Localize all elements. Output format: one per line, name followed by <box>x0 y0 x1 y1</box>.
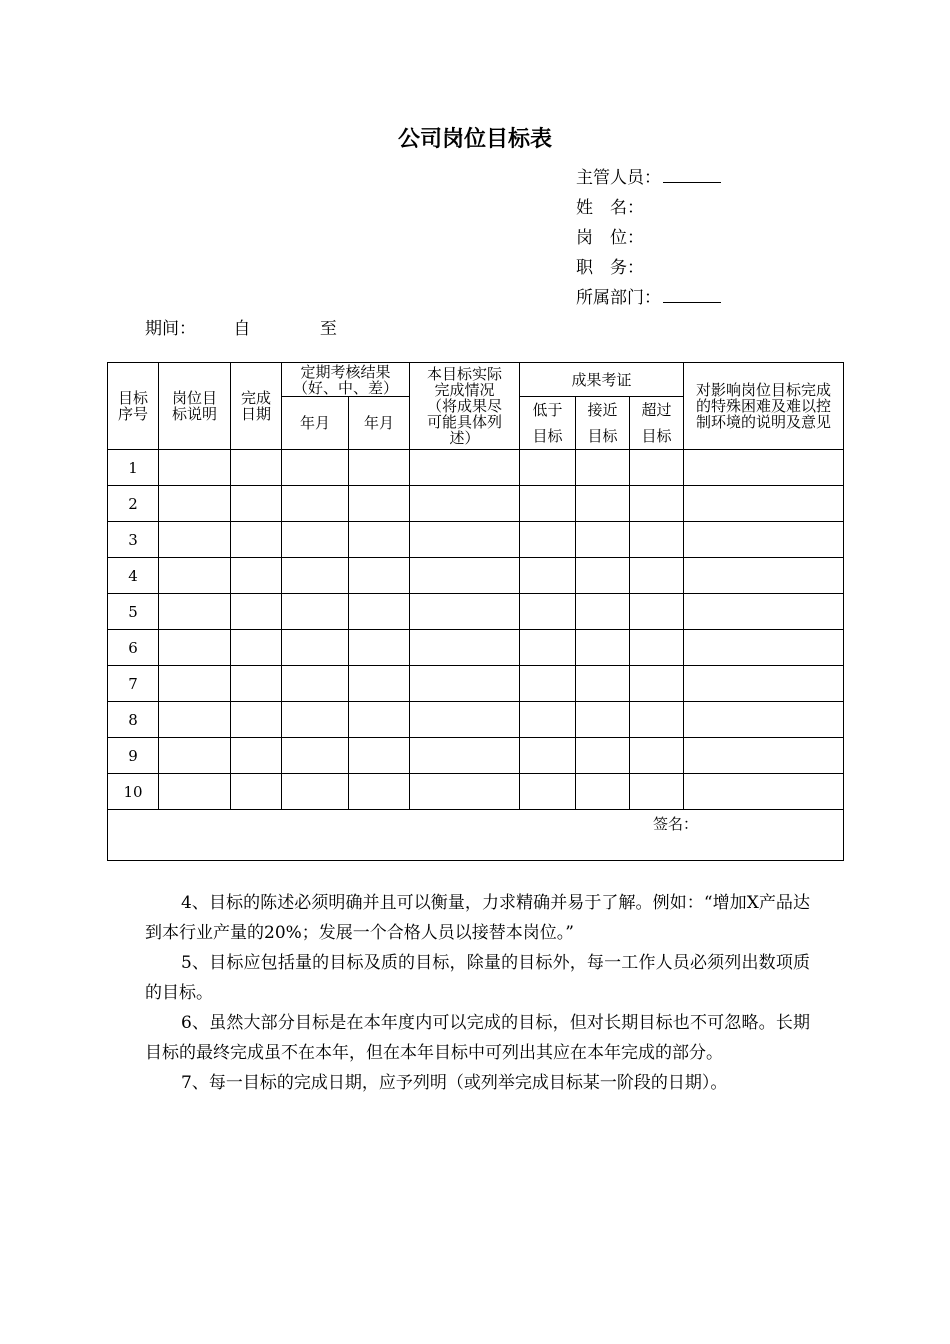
table-cell[interactable] <box>520 558 576 594</box>
table-cell[interactable] <box>282 558 349 594</box>
supervisor-blank[interactable] <box>663 168 721 183</box>
table-cell[interactable] <box>520 522 576 558</box>
table-cell[interactable] <box>630 666 684 702</box>
table-cell[interactable] <box>630 774 684 810</box>
header-date: 完成日期 <box>231 363 282 450</box>
table-cell[interactable] <box>282 702 349 738</box>
post-label: 岗 位： <box>576 228 644 248</box>
header-above-label: 超过目标 <box>641 401 672 445</box>
table-cell[interactable] <box>159 594 231 630</box>
table-cell[interactable] <box>684 594 844 630</box>
table-row <box>108 486 844 522</box>
table-cell[interactable] <box>410 522 520 558</box>
row-number: 1 <box>108 450 159 486</box>
table-cell[interactable] <box>520 630 576 666</box>
header-ym2: 年月 <box>349 397 410 450</box>
row-number: 8 <box>108 702 159 738</box>
table-cell[interactable] <box>349 594 410 630</box>
table-cell[interactable] <box>159 666 231 702</box>
row-number: 3 <box>108 522 159 558</box>
page-title: 公司岗位目标表 <box>397 127 552 152</box>
table-cell[interactable] <box>576 774 630 810</box>
period-from: 自 <box>233 319 251 339</box>
table-cell[interactable] <box>520 666 576 702</box>
row-number: 6 <box>108 630 159 666</box>
table-cell[interactable] <box>520 594 576 630</box>
table-cell[interactable] <box>520 774 576 810</box>
table-cell[interactable] <box>520 486 576 522</box>
table-cell[interactable] <box>576 558 630 594</box>
table-cell[interactable] <box>231 666 282 702</box>
table-cell[interactable] <box>630 558 684 594</box>
table-cell[interactable] <box>576 486 630 522</box>
table-cell[interactable] <box>282 450 349 486</box>
table-cell[interactable] <box>159 522 231 558</box>
table-cell[interactable] <box>231 630 282 666</box>
table-row <box>108 522 844 558</box>
table-cell[interactable] <box>349 738 410 774</box>
table-row <box>108 450 844 486</box>
table-cell[interactable] <box>159 774 231 810</box>
table-cell[interactable] <box>684 486 844 522</box>
table-cell[interactable] <box>684 738 844 774</box>
table-cell[interactable] <box>349 522 410 558</box>
table-cell[interactable] <box>349 666 410 702</box>
table-cell[interactable] <box>349 774 410 810</box>
post-field <box>576 223 644 248</box>
department-label: 所属部门： <box>576 288 661 308</box>
table-cell[interactable] <box>576 522 630 558</box>
table-cell[interactable] <box>231 594 282 630</box>
note-item: 5、目标应包括量的目标及质的目标，除量的目标外，每一工作人员必须列出数项质的目标。 <box>145 953 810 1003</box>
department-blank[interactable] <box>663 288 721 303</box>
supervisor-label: 主管人员： <box>576 168 661 188</box>
table-cell[interactable] <box>282 738 349 774</box>
table-cell[interactable] <box>576 630 630 666</box>
supervisor-field <box>576 163 721 188</box>
name-label: 姓 名： <box>576 198 644 218</box>
table-body <box>108 450 844 810</box>
row-number: 5 <box>108 594 159 630</box>
table-cell[interactable] <box>410 774 520 810</box>
table-cell[interactable] <box>630 594 684 630</box>
table-cell[interactable] <box>410 630 520 666</box>
table-cell[interactable] <box>630 738 684 774</box>
row-number: 2 <box>108 486 159 522</box>
table-cell[interactable] <box>630 630 684 666</box>
table-cell[interactable] <box>231 522 282 558</box>
table-cell[interactable] <box>231 774 282 810</box>
note-item: 6、虽然大部分目标是在本年度内可以完成的目标，但对长期目标也不可忽略。长期目标的最终完成虽不在本年，但在本年目标中可列出其应在本年完成的部分。 <box>145 1013 810 1063</box>
table-cell[interactable] <box>630 486 684 522</box>
header-evidence: 成果考证 <box>520 363 684 397</box>
table-cell[interactable] <box>576 666 630 702</box>
signature-label: 签名： <box>653 815 699 833</box>
table-cell[interactable] <box>576 594 630 630</box>
table-cell[interactable] <box>410 558 520 594</box>
table-cell[interactable] <box>684 450 844 486</box>
table-cell[interactable] <box>159 738 231 774</box>
table-row <box>108 666 844 702</box>
table-row <box>108 738 844 774</box>
header-below-label: 低于目标 <box>532 401 563 445</box>
table-cell[interactable] <box>684 558 844 594</box>
header-actual: 本目标实际完成情况（将成果尽可能具体列述） <box>410 363 520 450</box>
table-cell[interactable] <box>159 702 231 738</box>
table-cell[interactable] <box>349 486 410 522</box>
note-item: 4、目标的陈述必须明确并且可以衡量，力求精确并易于了解。例如：“增加X产品达到本行业产量的20%；发展一个合格人员以接替本岗位。” <box>145 893 810 943</box>
table-cell[interactable] <box>630 702 684 738</box>
table-cell[interactable] <box>630 522 684 558</box>
period-line <box>145 314 337 339</box>
row-number: 10 <box>108 774 159 810</box>
table-cell[interactable] <box>349 450 410 486</box>
table-cell[interactable] <box>349 558 410 594</box>
period-label: 期间： <box>145 319 196 339</box>
table-cell[interactable] <box>684 702 844 738</box>
table-cell[interactable] <box>282 666 349 702</box>
table-cell[interactable] <box>231 486 282 522</box>
header-ym1: 年月 <box>282 397 349 450</box>
table-cell[interactable] <box>282 522 349 558</box>
table-cell[interactable] <box>520 450 576 486</box>
duty-label: 职 务： <box>576 258 644 278</box>
table-cell[interactable] <box>410 450 520 486</box>
table-row <box>108 702 844 738</box>
table-cell[interactable] <box>231 450 282 486</box>
table-cell[interactable] <box>231 702 282 738</box>
table-cell[interactable] <box>684 522 844 558</box>
table-cell[interactable] <box>410 594 520 630</box>
department-field <box>576 283 721 308</box>
signature-cell[interactable] <box>108 810 844 861</box>
table-cell[interactable] <box>684 774 844 810</box>
header-near <box>576 397 630 450</box>
notes-section <box>145 888 810 1098</box>
row-number: 7 <box>108 666 159 702</box>
table-cell[interactable] <box>630 450 684 486</box>
header-below <box>520 397 576 450</box>
duty-field <box>576 253 644 278</box>
table-row <box>108 774 844 810</box>
header-desc: 岗位目标说明 <box>159 363 231 450</box>
name-field <box>576 193 644 218</box>
table-row <box>108 630 844 666</box>
table-cell[interactable] <box>410 702 520 738</box>
table-cell[interactable] <box>282 630 349 666</box>
header-periodic: 定期考核结果（好、中、差） <box>282 363 410 397</box>
table-cell[interactable] <box>410 738 520 774</box>
table-cell[interactable] <box>282 774 349 810</box>
header-seq: 目标序号 <box>108 363 159 450</box>
table-cell[interactable] <box>159 486 231 522</box>
header-near-label: 接近目标 <box>587 401 618 445</box>
table-cell[interactable] <box>159 558 231 594</box>
table-row <box>108 594 844 630</box>
table-cell[interactable] <box>576 450 630 486</box>
row-number: 4 <box>108 558 159 594</box>
table-cell[interactable] <box>576 702 630 738</box>
table-cell[interactable] <box>684 666 844 702</box>
period-to: 至 <box>319 319 337 339</box>
table-cell[interactable] <box>520 738 576 774</box>
row-number: 9 <box>108 738 159 774</box>
table-cell[interactable] <box>349 702 410 738</box>
table-cell[interactable] <box>231 558 282 594</box>
header-remarks: 对影响岗位目标完成的特殊困难及难以控制环境的说明及意见 <box>684 363 844 450</box>
note-item: 7、每一目标的完成日期，应予列明（或列举完成目标某一阶段的日期）。 <box>181 1073 728 1093</box>
table-cell[interactable] <box>410 666 520 702</box>
table-cell[interactable] <box>576 738 630 774</box>
table-cell[interactable] <box>349 630 410 666</box>
table-cell[interactable] <box>684 630 844 666</box>
goal-table <box>107 362 844 861</box>
table-cell[interactable] <box>410 486 520 522</box>
table-cell[interactable] <box>159 630 231 666</box>
header-above <box>630 397 684 450</box>
table-row <box>108 558 844 594</box>
table-cell[interactable] <box>282 486 349 522</box>
table-cell[interactable] <box>282 594 349 630</box>
table-cell[interactable] <box>159 450 231 486</box>
table-cell[interactable] <box>231 738 282 774</box>
table-cell[interactable] <box>520 702 576 738</box>
